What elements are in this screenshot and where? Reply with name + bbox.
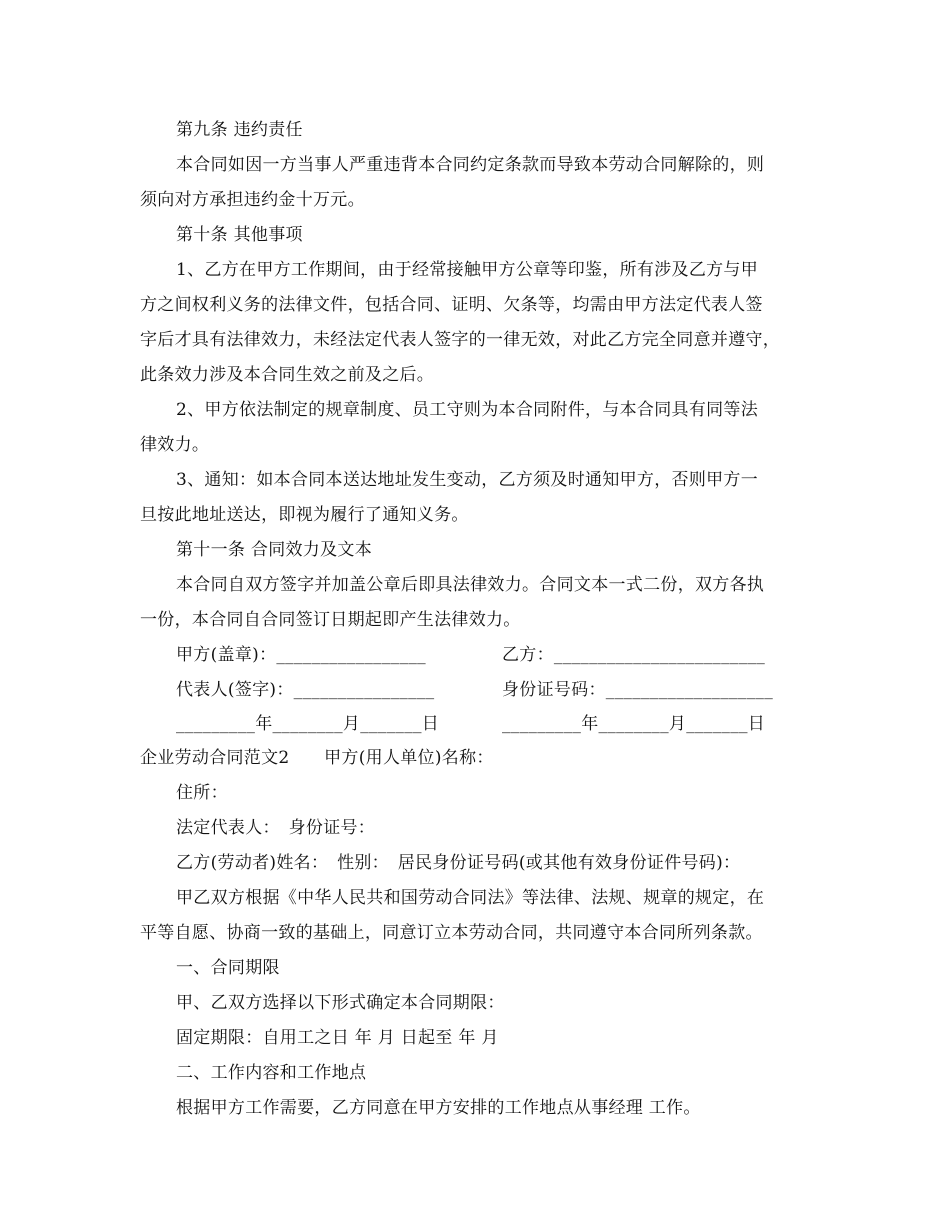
address-field: 住所： — [176, 783, 228, 803]
paragraph-line: 甲乙双方根据《中华人民共和国劳动合同法》等法律、法规、规章的规定，在 — [176, 888, 765, 908]
paragraph-line: 一份，本合同自合同签订日期起即产生法律效力。 — [140, 610, 521, 630]
article-9-heading: 第九条 违约责任 — [176, 120, 303, 140]
paragraph-line: 本合同自双方签字并加盖公章后即具法律效力。合同文本一式二份，双方各执 — [176, 575, 765, 595]
article-10-heading: 第十条 其他事项 — [176, 225, 303, 245]
party-a-seal-field: 甲方(盖章)：_________________ — [176, 645, 426, 665]
paragraph-line: 平等自愿、协商一致的基础上，同意订立本劳动合同，共同遵守本合同所列条款。 — [140, 923, 763, 943]
paragraph-line: 须向对方承担违约金十万元。 — [140, 190, 365, 210]
paragraph-line: 1、乙方在甲方工作期间，由于经常接触甲方公章等印鉴，所有涉及乙方与甲 — [176, 260, 759, 280]
date-field-right: _________年________月_______日 — [502, 714, 766, 734]
paragraph-line: 根据甲方工作需要，乙方同意在甲方安排的工作地点从事经理 工作。 — [176, 1098, 701, 1118]
representative-sign-field: 代表人(签字)：________________ — [176, 680, 435, 700]
paragraph-line: 3、通知：如本合同本送达地址发生变动，乙方须及时通知甲方，否则甲方一 — [176, 470, 759, 490]
employee-info-field: 乙方(劳动者)姓名： 性别： 居民身份证号码(或其他有效身份证件号码)： — [176, 853, 741, 873]
section-2-heading: 二、工作内容和工作地点 — [176, 1063, 367, 1083]
paragraph-line: 甲、乙双方选择以下形式确定本合同期限： — [176, 993, 505, 1013]
paragraph-line: 旦按此地址送达，即视为履行了通知义务。 — [140, 505, 469, 525]
paragraph-line: 律效力。 — [140, 435, 210, 455]
paragraph-line: 此条效力涉及本合同生效之前及之后。 — [140, 365, 435, 385]
id-number-field: 身份证号码：___________________ — [502, 680, 773, 700]
legal-rep-field: 法定代表人： 身份证号： — [176, 818, 376, 838]
date-field-left: _________年________月_______日 — [176, 714, 440, 734]
article-11-heading: 第十一条 合同效力及文本 — [176, 540, 373, 560]
party-b-field: 乙方：________________________ — [502, 645, 766, 665]
section-1-heading: 一、合同期限 — [176, 958, 280, 978]
paragraph-line: 本合同如因一方当事人严重违背本合同约定条款而导致本劳动合同解除的，则 — [176, 155, 765, 175]
contract-2-title: 企业劳动合同范文2 甲方(用人单位)名称： — [140, 748, 494, 768]
paragraph-line: 方之间权利义务的法律文件，包括合同、证明、欠条等，均需由甲方法定代表人签 — [140, 295, 763, 315]
paragraph-line: 固定期限：自用工之日 年 月 日起至 年 月 — [176, 1028, 499, 1048]
paragraph-line: 字后才具有法律效力，未经法定代表人签字的一律无效，对此乙方完全同意并遵守， — [140, 330, 781, 350]
paragraph-line: 2、甲方依法制定的规章制度、员工守则为本合同附件，与本合同具有同等法 — [176, 400, 759, 420]
